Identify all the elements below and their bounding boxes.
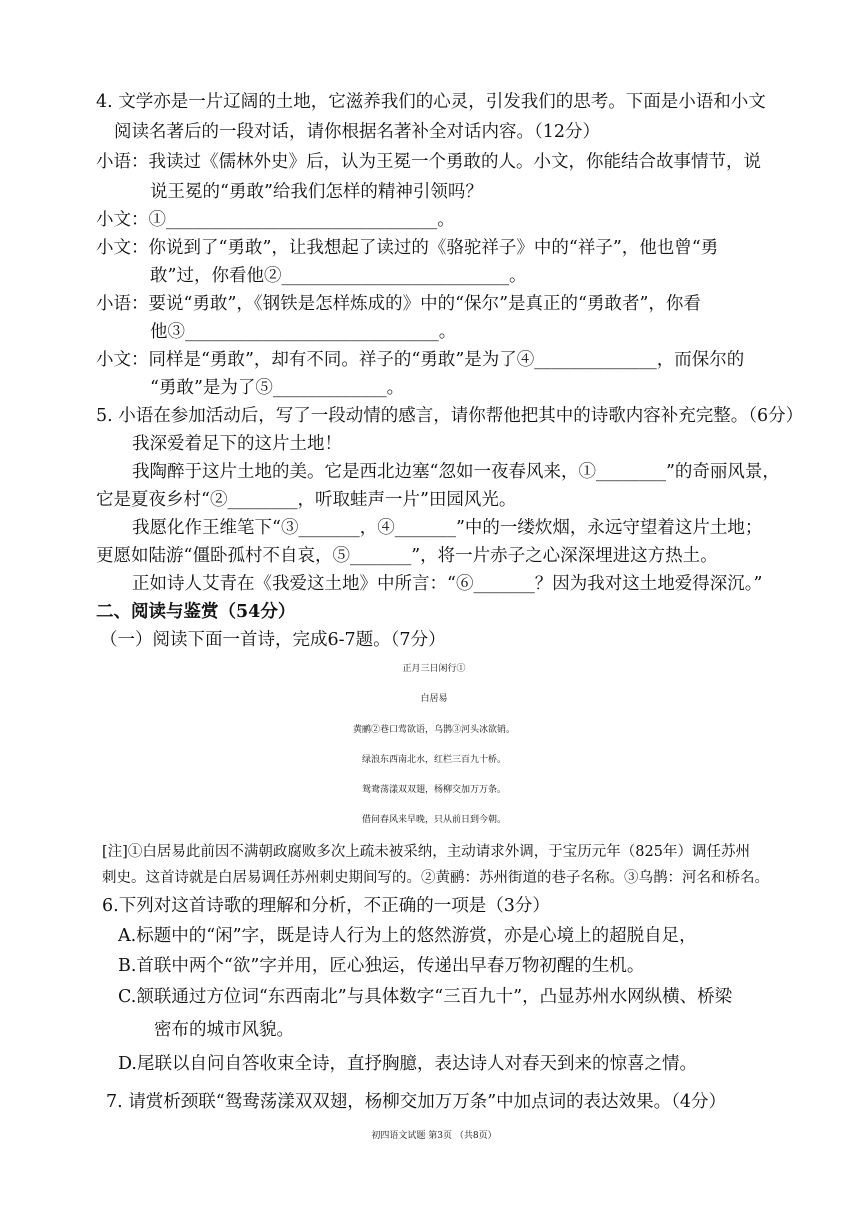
q4-stem-line-2: 阅读名著后的一段对话，请你根据名著补全对话内容。（12分） xyxy=(114,122,601,142)
poem-line-1: 黄鹂②巷口莺欲语，乌鹊③河头冰欲销。 xyxy=(352,725,515,735)
q4-dialogue-5-blank-4: 小文：同样是“勇敢”，却有不同。祥子的“勇敢”是为了④______________，而保尔的 xyxy=(96,350,745,370)
q4-dialogue-3-blank-2: 敢”过，你看他②__________________________。 xyxy=(150,266,527,286)
section-2-sub-heading: （一）阅读下面一首诗，完成6-7题。（7分） xyxy=(100,630,446,650)
poem-note-line-1: [注]①白居易此前因不满朝政腐败多次上疏未被采纳，主动请求外调，于宝历元年（825年）调任苏州 xyxy=(102,844,750,860)
q7-stem: 7. 请赏析颈联“鸳鸯荡漾双双翅，杨柳交加万万条”中加点词的表达效果。（4分） xyxy=(106,1092,727,1112)
q6-option-c-line-1: C.颔联通过方位词“东西南北”与具体数字“三百九十”，凸显苏州水网纵横、桥梁 xyxy=(118,987,733,1007)
q4-dialogue-3-line-1: 小文：你说到了“勇敢”，让我想起了读过的《骆驼祥子》中的“祥子”，他也曾“勇 xyxy=(96,238,719,258)
page-footer: 初四语文试题 第3页 （共8页） xyxy=(371,1131,497,1141)
q6-option-b: B.首联中两个“欲”字并用，匠心独运，传递出早春万物初醒的生机。 xyxy=(118,956,645,976)
poem-title: 正月三日闲行① xyxy=(402,664,466,674)
poem-line-4: 借问春风来早晚，只从前日到今朝。 xyxy=(361,815,506,825)
q4-dialogue-2-blank-1: 小文：①_______________________________。 xyxy=(96,210,455,230)
q5-paragraph-4: 正如诗人艾青在《我爱这土地》中所言：“⑥_______？因为我对这土地爱得深沉。” xyxy=(132,574,763,594)
q5-stem: 5. 小语在参加活动后，写了一段动情的感言，请你帮他把其中的诗歌内容补充完整。（6分） xyxy=(96,406,804,426)
q6-stem: 6.下列对这首诗歌的理解和分析，不正确的一项是（3分） xyxy=(102,896,550,916)
q5-paragraph-2-line-1: 我陶醉于这片土地的美。它是西北边塞“忽如一夜春风来，①________”的奇丽风景， xyxy=(132,462,780,482)
poem-note-line-2: 刺史。这首诗就是白居易调任苏州刺史期间写的。②黄鹂：苏州街道的巷子名称。③乌鹊：河名和桥名。 xyxy=(102,870,769,886)
q6-option-d: D.尾联以自问自答收束全诗，直抒胸臆，表达诗人对春天到来的惊喜之情。 xyxy=(118,1054,697,1074)
poem-line-2: 绿浪东西南北水，红栏三百九十桥。 xyxy=(361,755,506,765)
q4-dialogue-4-line-1: 小语：要说“勇敢”，《钢铁是怎样炼成的》中的“保尔”是真正的“勇敢者”，你看 xyxy=(96,294,701,314)
poem-author: 白居易 xyxy=(420,694,448,704)
q4-dialogue-5-blank-5: “勇敢”是为了⑤_____________。 xyxy=(150,378,405,398)
q6-option-c-line-2: 密布的城市风貌。 xyxy=(154,1020,294,1040)
section-2-heading: 二、阅读与鉴赏（54分） xyxy=(96,602,296,622)
q4-stem-line-1: 4. 文学亦是一片辽阔的土地，它滋养我们的心灵，引发我们的思考。下面是小语和小文 xyxy=(96,92,766,112)
q4-dialogue-1-line-1: 小语：我读过《儒林外史》后，认为王冕一个勇敢的人。小文，你能结合故事情节，说 xyxy=(96,152,761,172)
q5-paragraph-1: 我深爱着足下的这片土地！ xyxy=(132,434,342,454)
q5-paragraph-2-line-2: 它是夏夜乡村“②________，听取蛙声一片”田园风光。 xyxy=(96,490,517,510)
poem-line-3: 鸳鸯荡漾双双翅，杨柳交加万万条。 xyxy=(361,785,506,795)
q5-paragraph-3-line-2: 更愿如陆游“僵卧孤村不自哀，⑤_______”，将一片赤子之心深深埋进这方热土。 xyxy=(96,546,718,566)
q4-dialogue-1-line-2: 说王冕的“勇敢”给我们怎样的精神引领吗？ xyxy=(150,182,483,202)
q4-dialogue-4-blank-3: 他③_____________________________。 xyxy=(150,322,457,342)
q5-paragraph-3-line-1: 我愿化作王维笔下“③_______，④_______”中的一缕炊烟，永远守望着这片土地； xyxy=(132,518,763,538)
q6-option-a: A.标题中的“闲”字，既是诗人行为上的悠然游赏，亦是心境上的超脱自足， xyxy=(118,926,697,946)
